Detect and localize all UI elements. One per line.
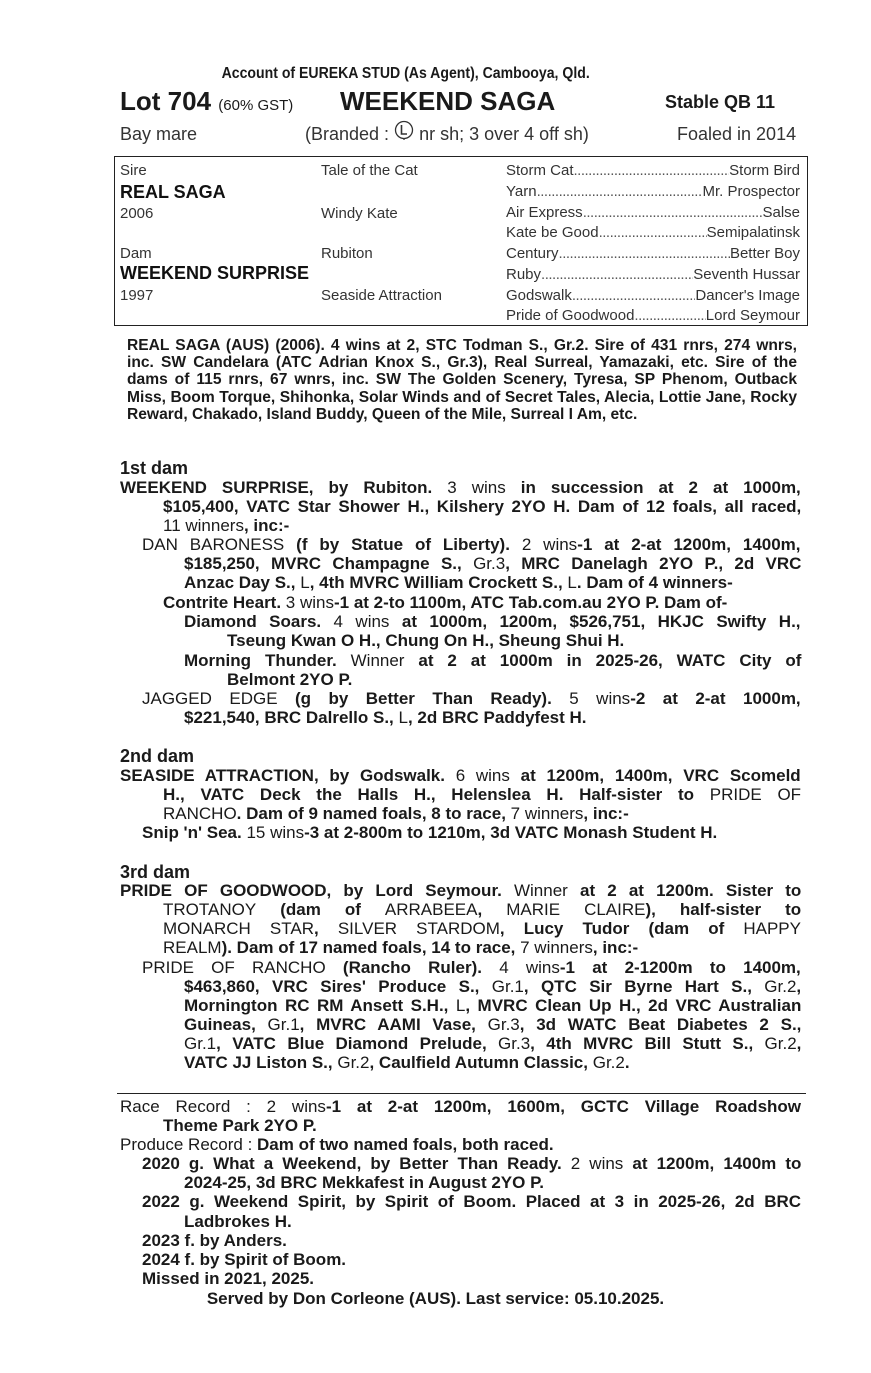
third-dam-heading: 3rd dam [120, 862, 191, 882]
dam-label: Dam [120, 245, 152, 262]
pedigree-gen3-row [506, 245, 800, 262]
dam-name: WEEKEND SURPRISE [120, 263, 310, 283]
text-line [142, 1269, 314, 1289]
pedigree-gen2-cell: Seaside Attraction [321, 287, 442, 304]
text-run: ARRABEEA [384, 900, 478, 919]
text-run: JAGGED EDGE [142, 689, 278, 708]
gen3-sire: Lord Seymour [705, 307, 800, 324]
text-line [163, 785, 801, 805]
text-run: . Dam of 4 winners- [576, 573, 733, 592]
text-run: Ladbrokes H. [184, 1212, 292, 1231]
text-run: H., VATC Deck the Halls H., Helenslea H. Half-sister to [163, 785, 710, 804]
text-line [227, 631, 624, 651]
text-line [184, 1015, 801, 1035]
text-run: Gr.3 [498, 1034, 531, 1053]
brand-suffix: nr sh; 3 over 4 off sh) [419, 124, 589, 144]
text-line [227, 670, 352, 690]
text-run: VATC JJ Liston S., [184, 1053, 338, 1072]
text-line [120, 478, 801, 498]
text-run: L [567, 573, 577, 592]
text-run: 6 wins [455, 766, 510, 785]
text-run: (f by Statue of Liberty). [284, 535, 522, 554]
brand-mark-icon [394, 120, 414, 140]
text-run: Contrite Heart. [163, 593, 286, 612]
text-run: DAN BARONESS [142, 535, 285, 554]
text-run: $105,400, VATC Star Shower H., Kilshery 2YO H. Dam of 12 foals, all raced, [163, 497, 802, 516]
second-dam-heading: 2nd dam [120, 746, 195, 766]
text-line [163, 900, 801, 920]
text-line [184, 612, 801, 632]
text-line [142, 1231, 287, 1251]
text-run: (dam of [256, 900, 385, 919]
pedigree-table [114, 156, 808, 326]
text-run: L [300, 573, 310, 592]
text-line [184, 554, 801, 574]
text-run: Gr.3 [473, 554, 506, 573]
text-run: . [624, 1053, 630, 1072]
text-run: 2 wins [570, 1154, 624, 1173]
text-run: , Caulfield Autumn Classic, [369, 1053, 593, 1072]
text-run: 2024-25, 3d BRC Mekkafest in August 2YO P. [184, 1173, 544, 1192]
text-run: , QTC Sir Byrne Hart S., [523, 977, 765, 996]
text-run: SILVER STARDOM [337, 919, 500, 938]
pedigree-gen3-row [506, 183, 800, 200]
gen3-name: Century [506, 245, 559, 262]
text-run: , 3d WATC Beat Diabetes 2 S., [519, 1015, 802, 1034]
text-run: at 1000m, 1200m, $526,751, HKJC Swifty H., [389, 612, 801, 631]
brand-description [305, 120, 589, 145]
text-run: in succession at 2 at 1000m, [505, 478, 801, 497]
gen3-name: Kate be Good [506, 224, 599, 241]
gen3-sire: Semipalatinsk [706, 224, 800, 241]
text-line [163, 919, 801, 939]
text-run: Winner [350, 651, 405, 670]
gen3-sire: Mr. Prospector [702, 183, 800, 200]
text-run: 4 wins [333, 612, 390, 631]
text-run: 2022 g. Weekend Spirit, by Spirit of Boom. Placed at 3 in 2025-26, 2d BRC [142, 1192, 802, 1211]
text-run: Dam of two named foals, both raced. [252, 1135, 554, 1154]
text-run: Gr.2 [337, 1053, 370, 1072]
text-line [120, 1097, 801, 1117]
text-run: PRIDE OF RANCHO [142, 958, 326, 977]
text-run: 7 winners [510, 804, 584, 823]
text-line [142, 535, 801, 555]
pedigree-gen3-row [506, 266, 800, 283]
text-run: Gr.1 [267, 1015, 300, 1034]
text-line [163, 593, 727, 613]
text-run: , [796, 977, 802, 996]
pedigree-gen3-row [506, 307, 800, 324]
text-run: L [398, 708, 408, 727]
text-run: , [314, 919, 338, 938]
text-line [120, 766, 801, 786]
text-run: L [455, 996, 466, 1015]
text-run: SEASIDE ATTRACTION, by Godswalk. [120, 766, 456, 785]
text-line [184, 1212, 292, 1232]
first-dam-heading: 1st dam [120, 458, 189, 478]
text-run: Mornington RC RM Ansett S.H., [184, 996, 456, 1015]
brand-prefix: (Branded : [305, 124, 390, 144]
text-run: Guineas, [184, 1015, 268, 1034]
vendor-line: Account of EUREKA STUD (As Agent), Cambooya, Qld. [221, 65, 590, 82]
text-run: PRIDE OF [709, 785, 802, 804]
text-run: -1 at 2-to 1100m, ATC Tab.com.au 2YO P. Dam of- [333, 593, 728, 612]
sire-summary: REAL SAGA (AUS) (2006). 4 wins at 2, STC Todman S., Gr.2. Sire of 431 rnrs, 274 wnrs, inc. SW Candelara (ATC Adrian Knox S., Gr.3), Real Surreal, Yamazaki, etc. Sire of the dams of 115 rnrs, 67 wnrs, inc. SW The Golden Scenery, Tyresa, SP Phenom, Outback Miss, Boom Torque, Shihonka, Solar Winds and of Secret Tales, Alecia, Lottie Jane, Rocky Reward, Chakado, Island Buddy, Queen of the Mile, Surreal I Am, etc. [127, 337, 797, 423]
text-run: , 4th MVRC William Crockett S., [309, 573, 568, 592]
text-line [142, 958, 801, 978]
text-run: TROTANOY [163, 900, 257, 919]
text-line [184, 1173, 544, 1193]
text-run: , [796, 1034, 802, 1053]
text-run: -1 at 2-at 1200m, 1400m, [577, 535, 801, 554]
gen3-name: Pride of Goodwood [506, 307, 635, 324]
text-line [142, 823, 717, 843]
text-run: Gr.1 [184, 1034, 217, 1053]
text-run: RANCHO [163, 804, 237, 823]
text-run: 7 winners [520, 938, 593, 957]
text-run: , Lucy Tudor (dam of [499, 919, 744, 938]
sire-year: 2006 [120, 205, 154, 222]
text-run: -2 at 2-at 1000m, [630, 689, 801, 708]
text-run: 2 wins [521, 535, 578, 554]
text-run: , inc:- [592, 938, 639, 957]
text-run: ). Dam of 17 named foals, 14 to race, [221, 938, 521, 957]
gen3-name: Yarn [506, 183, 537, 200]
text-run: Race Record : 2 wins [120, 1097, 326, 1116]
lot-number [120, 86, 293, 117]
text-run: at 1200m, 1400m, VRC Scomeld [509, 766, 801, 785]
text-run: at 1200m, 1400m to [623, 1154, 802, 1173]
text-run: 11 winners [163, 516, 244, 535]
text-run: REALM [163, 938, 222, 957]
foaled-year: Foaled in 2014 [677, 124, 797, 144]
dam-year: 1997 [120, 287, 154, 304]
text-run: Belmont 2YO P. [227, 670, 353, 689]
text-run: $185,250, MVRC Champagne S., [184, 554, 474, 573]
text-run: 3 wins [447, 478, 506, 497]
text-run: at 2 at 1200m. Sister to [567, 881, 802, 900]
text-run: Tseung Kwan O H., Chung On H., Sheung Shui H. [227, 631, 625, 650]
text-run: $221,540, BRC Dalrello S., [184, 708, 399, 727]
text-run: Gr.1 [491, 977, 524, 996]
gen3-sire: Salse [762, 204, 800, 221]
text-run: Morning Thunder. [184, 651, 351, 670]
text-run: 15 wins [246, 823, 305, 842]
text-run: 4 wins [499, 958, 560, 977]
text-run: at 2 at 1000m in 2025-26, WATC City of [404, 651, 802, 670]
pedigree-gen3-row [506, 162, 800, 179]
text-run: 2020 g. What a Weekend, by Better Than Ready. [142, 1154, 571, 1173]
text-line [184, 651, 801, 671]
text-line [120, 881, 801, 901]
text-run: , [477, 900, 507, 919]
text-line [142, 1250, 346, 1270]
text-run: MONARCH STAR [163, 919, 315, 938]
text-run: 2023 f. by Anders. [142, 1231, 287, 1250]
gen3-sire: Dancer's Image [695, 287, 800, 304]
text-line [184, 1034, 801, 1054]
pedigree-gen2-cell: Windy Kate [321, 205, 398, 222]
horse-sex: Bay mare [120, 124, 198, 144]
text-line [184, 996, 801, 1016]
text-run: ), half-sister to [645, 900, 802, 919]
sire-label: Sire [120, 162, 147, 179]
horse-name: WEEKEND SAGA [340, 86, 556, 116]
text-run: (g by Better Than Ready). [277, 689, 570, 708]
text-run: (Rancho Ruler). [325, 958, 500, 977]
pedigree-gen2-cell: Rubiton [321, 245, 373, 262]
text-run: , MVRC AAMI Vase, [299, 1015, 488, 1034]
text-run: Gr.2 [592, 1053, 625, 1072]
text-run: 2024 f. by Spirit of Boom. [142, 1250, 347, 1269]
text-run: Gr.2 [764, 977, 797, 996]
text-run: , MVRC Clean Up H., 2d VRC Australian [465, 996, 802, 1015]
pedigree-gen3-row [506, 224, 800, 241]
gen3-sire: Seventh Hussar [693, 266, 800, 283]
text-run: Winner [513, 881, 568, 900]
lot-label: Lot 704 [120, 86, 212, 116]
text-line [163, 497, 801, 517]
text-line [184, 1053, 630, 1073]
text-run: -1 at 2-1200m to 1400m, [559, 958, 801, 977]
sire-name: REAL SAGA [120, 182, 226, 202]
text-run: -1 at 2-at 1200m, 1600m, GCTC Village Roadshow [325, 1097, 802, 1116]
pedigree-gen2-cell: Tale of the Cat [321, 162, 418, 179]
text-run: 3 wins [285, 593, 334, 612]
text-run: , 4th MVRC Bill Stutt S., [530, 1034, 765, 1053]
text-run: $463,860, VRC Sires' Produce S., [184, 977, 492, 996]
gen3-name: Ruby [506, 266, 542, 283]
text-run: , inc:- [243, 516, 290, 535]
text-run: Produce Record : [120, 1135, 253, 1154]
text-run: , MRC Danelagh 2YO P., 2d VRC [505, 554, 802, 573]
stable-number: Stable QB 11 [665, 92, 776, 112]
text-line [163, 938, 638, 958]
text-line [142, 689, 801, 709]
text-run: Snip 'n' Sea. [142, 823, 247, 842]
served-by-line: Served by Don Corleone (AUS). Last service: 05.10.2025. [206, 1289, 665, 1308]
text-run: , VATC Blue Diamond Prelude, [216, 1034, 499, 1053]
text-run: Gr.2 [764, 1034, 797, 1053]
text-line [163, 516, 289, 536]
text-run: PRIDE OF GOODWOOD, by Lord Seymour. [120, 881, 514, 900]
text-line [184, 573, 733, 593]
text-run: . Dam of 9 named foals, 8 to race, [236, 804, 511, 823]
text-line [184, 708, 587, 728]
gen3-name: Storm Cat [506, 162, 574, 179]
text-run: WEEKEND SURPRISE, by Rubiton. [120, 478, 448, 497]
records-divider [117, 1093, 806, 1094]
text-line [163, 1116, 317, 1136]
gst-note: (60% GST) [218, 97, 294, 114]
text-run: Theme Park 2YO P. [163, 1116, 317, 1135]
text-line [142, 1154, 801, 1174]
gen3-sire: Better Boy [729, 245, 800, 262]
text-run: Anzac Day S., [184, 573, 301, 592]
text-run: HAPPY [743, 919, 801, 938]
text-line [184, 977, 801, 997]
text-line [163, 804, 629, 824]
text-run: , 2d BRC Paddyfest H. [407, 708, 587, 727]
pedigree-gen3-row [506, 287, 800, 304]
gen3-name: Godswalk [506, 287, 572, 304]
pedigree-gen3-row [506, 204, 800, 221]
text-line [142, 1192, 801, 1212]
text-run: Diamond Soars. [184, 612, 334, 631]
gen3-sire: Storm Bird [729, 162, 800, 179]
gen3-name: Air Express [506, 204, 583, 221]
text-run: , inc:- [583, 804, 629, 823]
text-run: -3 at 2-800m to 1210m, 3d VATC Monash Student H. [304, 823, 718, 842]
text-run: 5 wins [569, 689, 631, 708]
text-run: MARIE CLAIRE [506, 900, 646, 919]
text-run: Gr.3 [487, 1015, 520, 1034]
text-run: Missed in 2021, 2025. [142, 1269, 314, 1288]
text-line [120, 1135, 554, 1155]
